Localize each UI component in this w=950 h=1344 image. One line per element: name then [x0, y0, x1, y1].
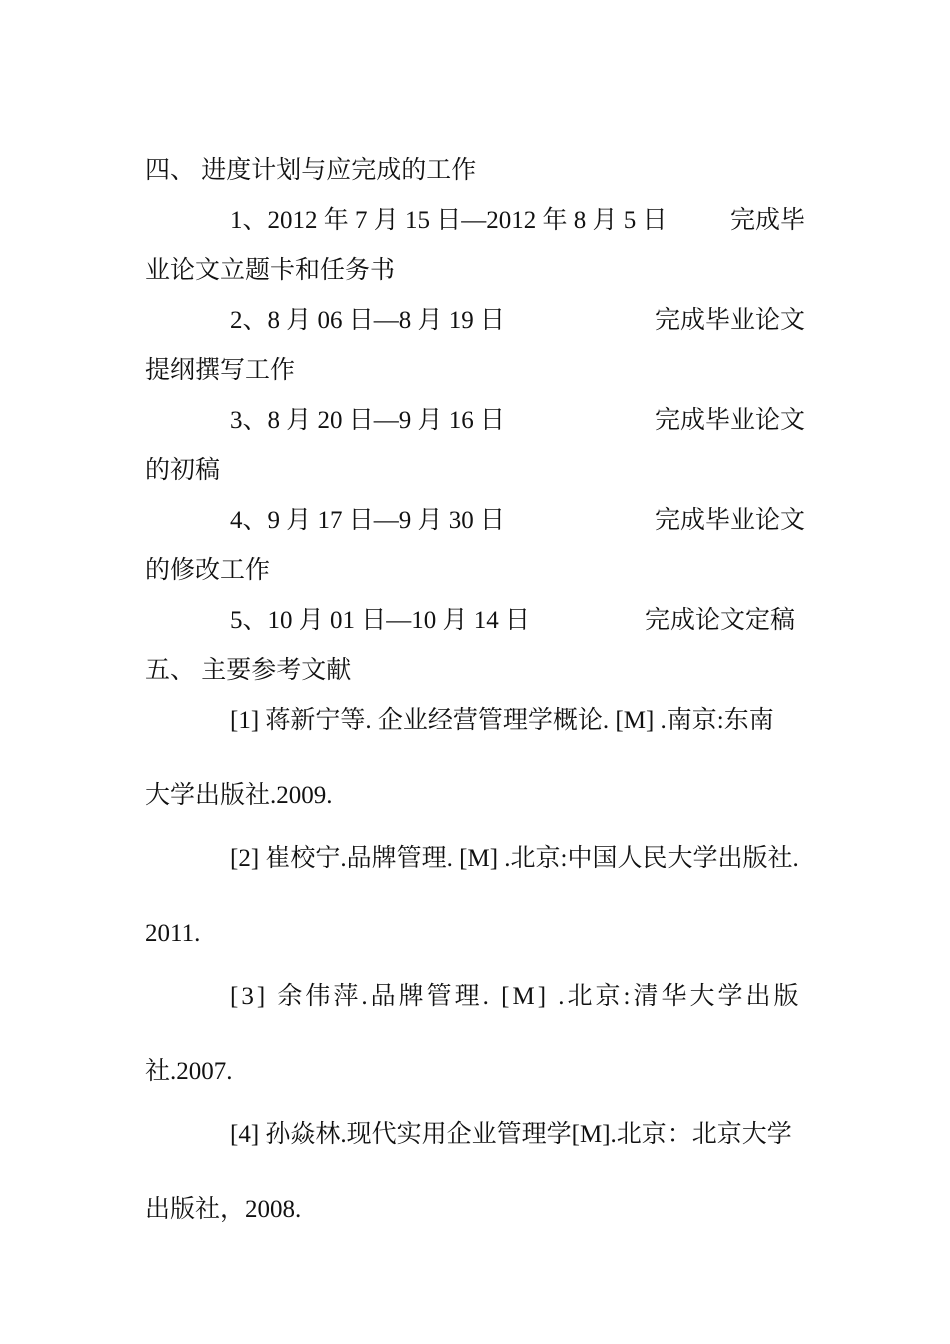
reference-2: [2] 崔校宁.品牌管理. [M] .北京:中国人民大学出版社. — [230, 845, 799, 872]
section-4-heading: 四、 进度计划与应完成的工作 — [145, 157, 477, 184]
reference-4-continuation: 出版社，2008. — [145, 1196, 302, 1223]
schedule-item-3-continuation: 的初稿 — [145, 457, 221, 484]
schedule-item-2-continuation: 提纲撰写工作 — [145, 357, 296, 384]
schedule-item-4-task: 完成毕业论文 — [654, 507, 805, 534]
reference-2-continuation: 2011. — [145, 920, 201, 947]
reference-1-continuation: 大学出版社.2009. — [145, 782, 333, 809]
schedule-item-3-dates: 3、8 月 20 日—9 月 16 日 — [230, 407, 506, 434]
schedule-item-1-continuation: 业论文立题卡和任务书 — [145, 257, 396, 284]
section-5-heading: 五、 主要参考文献 — [145, 657, 352, 684]
schedule-item-1-task: 完成毕 — [729, 207, 805, 234]
reference-3-continuation: 社.2007. — [145, 1058, 233, 1085]
reference-3: [3] 余伟萍.品牌管理. [M] .北京:清华大学出版 — [230, 983, 802, 1010]
schedule-item-1-dates: 1、2012 年 7 月 15 日—2012 年 8 月 5 日 — [230, 207, 668, 234]
schedule-item-2-task: 完成毕业论文 — [654, 307, 805, 334]
schedule-item-5-task: 完成论文定稿 — [644, 607, 795, 634]
schedule-item-3-task: 完成毕业论文 — [654, 407, 805, 434]
schedule-item-4-dates: 4、9 月 17 日—9 月 30 日 — [230, 507, 506, 534]
schedule-item-4-continuation: 的修改工作 — [145, 557, 271, 584]
reference-1: [1] 蒋新宁等. 企业经营管理学概论. [M] .南京:东南 — [230, 707, 774, 734]
schedule-item-5-dates: 5、10 月 01 日—10 月 14 日 — [230, 607, 531, 634]
reference-4: [4] 孙焱林.现代实用企业管理学[M].北京：北京大学 — [230, 1121, 792, 1148]
schedule-item-2-dates: 2、8 月 06 日—8 月 19 日 — [230, 307, 506, 334]
